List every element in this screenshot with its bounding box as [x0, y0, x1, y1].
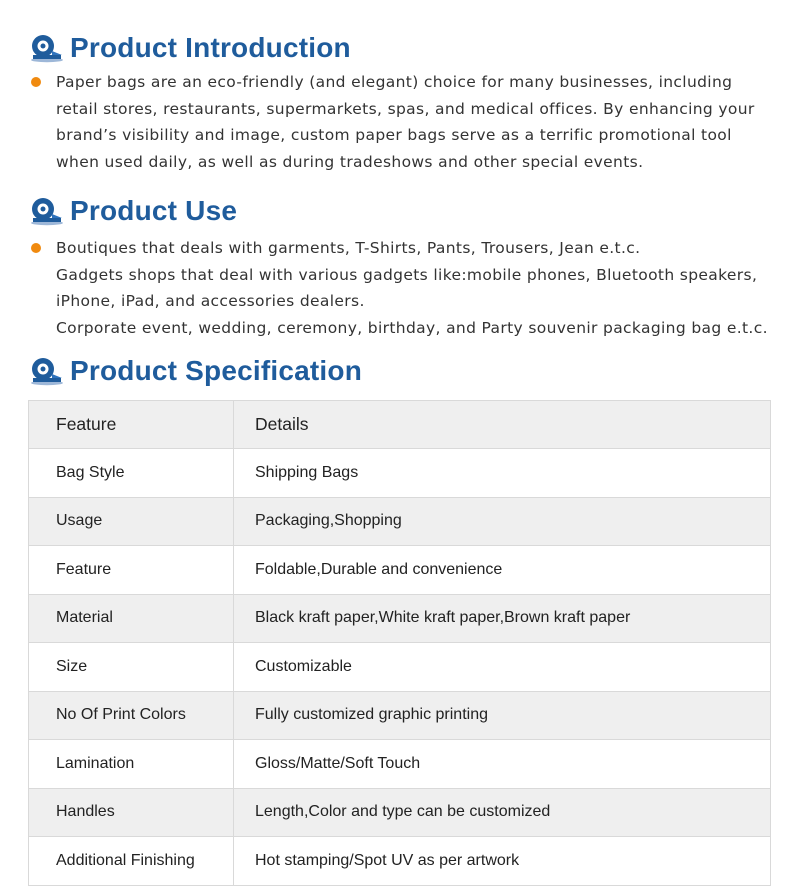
- feature-cell: Feature: [29, 546, 234, 595]
- feature-cell: No Of Print Colors: [29, 691, 234, 740]
- table-row: [29, 837, 771, 886]
- header-details: Details: [234, 401, 771, 449]
- details-cell: Hot stamping/Spot UV as per artwork: [234, 837, 771, 886]
- feature-cell: Material: [29, 594, 234, 643]
- feature-cell: Size: [29, 643, 234, 692]
- details-cell: Black kraft paper,White kraft paper,Brown kraft paper: [234, 594, 771, 643]
- feature-cell: Handles: [29, 788, 234, 837]
- use-heading: [30, 193, 237, 229]
- spec-table: [28, 400, 771, 886]
- table-row: [29, 691, 771, 740]
- intro-line: retail stores, restaurants, supermarkets, spas, and medical offices. By enhancing your: [56, 99, 755, 118]
- table-row: [29, 643, 771, 692]
- details-cell: Fully customized graphic printing: [234, 691, 771, 740]
- spec-heading: [30, 353, 362, 389]
- intro-line: Paper bags are an eco-friendly (and elegant) choice for many businesses, including: [56, 73, 733, 91]
- tape-dispenser-icon: [30, 33, 64, 63]
- feature-cell: Additional Finishing: [29, 837, 234, 886]
- feature-cell: Usage: [29, 497, 234, 546]
- table-header-row: [29, 401, 771, 449]
- tape-dispenser-icon: [30, 356, 64, 386]
- details-cell: Shipping Bags: [234, 449, 771, 498]
- use-line: Corporate event, wedding, ceremony, birthday, and Party souvenir packaging bag e.t.c.: [56, 319, 768, 338]
- details-cell: Customizable: [234, 643, 771, 692]
- table-row: [29, 594, 771, 643]
- table-row: [29, 546, 771, 595]
- table-row: [29, 497, 771, 546]
- use-line: Boutiques that deals with garments, T-Shirts, Pants, Trousers, Jean e.t.c.: [56, 239, 641, 257]
- details-cell: Gloss/Matte/Soft Touch: [234, 740, 771, 789]
- feature-cell: Lamination: [29, 740, 234, 789]
- header-feature: Feature: [29, 401, 234, 449]
- use-line: Gadgets shops that deal with various gadgets like:mobile phones, Bluetooth speakers,: [56, 265, 758, 284]
- tape-dispenser-icon: [30, 196, 64, 226]
- orange-dot-icon: [31, 77, 41, 87]
- intro-heading: [30, 30, 351, 66]
- table-row: [29, 788, 771, 837]
- table-row: [29, 740, 771, 789]
- intro-line: brand’s visibility and image, custom paper bags serve as a terrific promotional tool: [56, 126, 732, 145]
- table-row: [29, 449, 771, 498]
- intro-line: when used daily, as well as during tradeshows and other special events.: [56, 153, 644, 172]
- details-cell: Foldable,Durable and convenience: [234, 546, 771, 595]
- feature-cell: Bag Style: [29, 449, 234, 498]
- use-title: Product Use: [70, 195, 238, 226]
- intro-paragraph: [56, 69, 786, 176]
- use-paragraph: [56, 235, 786, 342]
- orange-dot-icon: [31, 243, 41, 253]
- details-cell: Length,Color and type can be customized: [234, 788, 771, 837]
- intro-title: Product Introduction: [70, 32, 351, 63]
- use-line: iPhone, iPad, and accessories dealers.: [56, 292, 365, 311]
- spec-title: Product Specification: [70, 355, 363, 386]
- details-cell: Packaging,Shopping: [234, 497, 771, 546]
